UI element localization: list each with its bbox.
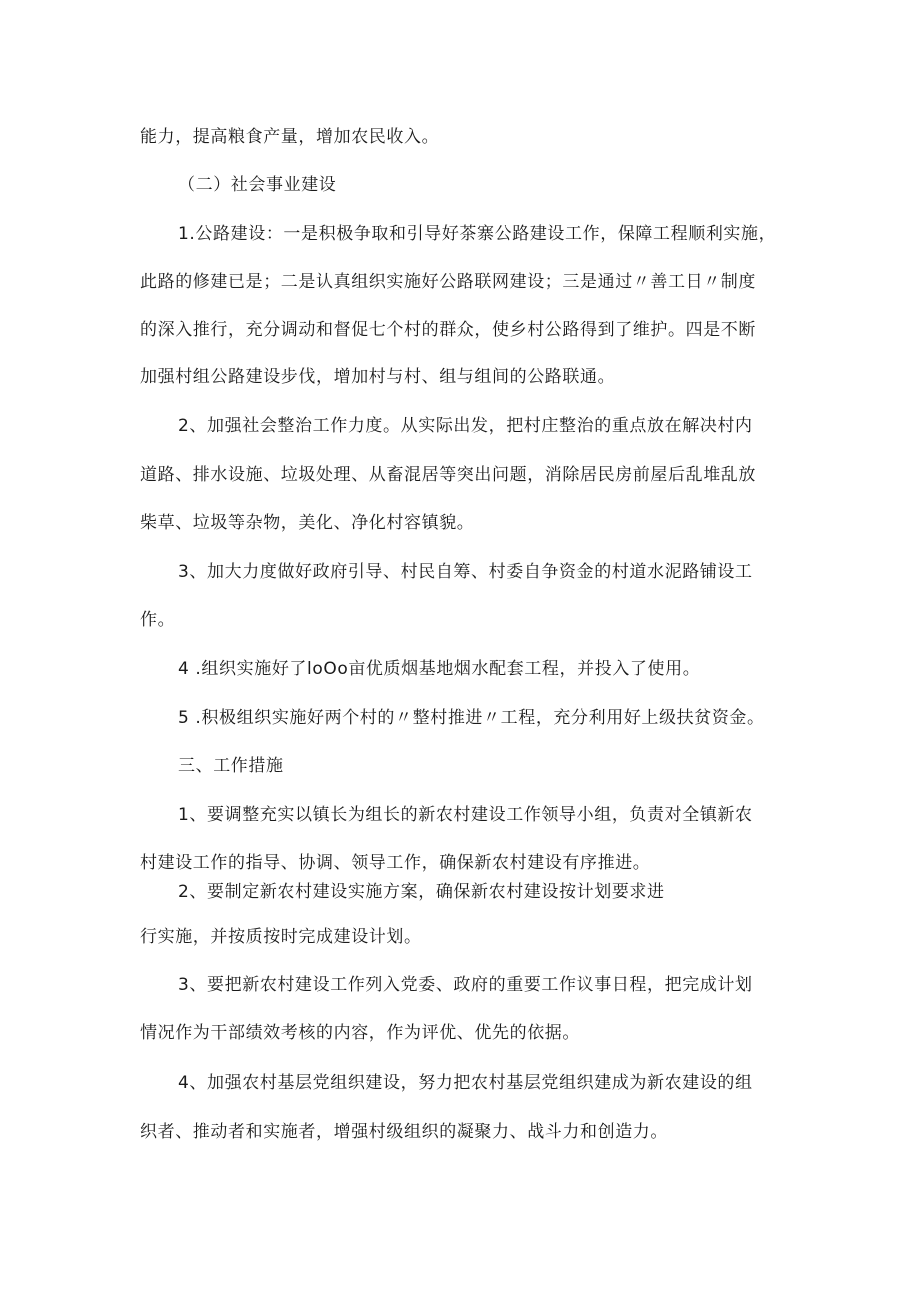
text-line: 情况作为干部绩效考核的内容，作为评优、优先的依据。: [140, 1023, 580, 1043]
section-heading: 三、工作措施: [178, 756, 284, 776]
text-line: 4、加强农村基层党组织建设，努力把农村基层党组织建成为新农建设的组: [178, 1073, 753, 1093]
text-line: 5 .积极组织实施好两个村的〃整村推进〃工程，充分利用好上级扶贫资金。: [178, 708, 765, 728]
text-line: 村建设工作的指导、协调、领导工作，确保新农村建设有序推进。: [140, 853, 651, 873]
text-line: 3、加大力度做好政府引导、村民自筹、村委自争资金的村道水泥路铺设工: [178, 562, 753, 582]
text-line: 道路、排水设施、垃圾处理、从畜混居等突出问题，消除居民房前屋后乱堆乱放: [140, 465, 756, 485]
section-heading: （二）社会事业建设: [178, 175, 337, 195]
text-line: 2、加强社会整治工作力度。从实际出发，把村庄整治的重点放在解决村内: [178, 416, 753, 436]
text-line: 3、要把新农村建设工作列入党委、政府的重要工作议事日程，把完成计划: [178, 975, 753, 995]
text-line: 的深入推行，充分调动和督促七个村的群众，使乡村公路得到了维护。四是不断: [140, 320, 756, 340]
text-line: 4 .组织实施好了loOo亩优质烟基地烟水配套工程，并投入了使用。: [178, 659, 701, 679]
text-line: 加强村组公路建设步伐，增加村与村、组与组间的公路联通。: [140, 367, 616, 387]
text-line: 1.公路建设：一是积极争取和引导好茶寨公路建设工作，保障工程顺利实施，: [178, 224, 777, 244]
text-line: 能力，提高粮食产量，增加农民收入。: [140, 127, 440, 147]
text-line: 行实施，并按质按时完成建设计划。: [140, 927, 422, 947]
text-line: 作。: [140, 610, 176, 630]
text-line: 2、要制定新农村建设实施方案，确保新农村建设按计划要求进: [178, 882, 665, 902]
text-line: 1、要调整充实以镇长为组长的新农村建设工作领导小组，负责对全镇新农: [178, 805, 753, 825]
text-line: 织者、推动者和实施者，增强村级组织的凝聚力、战斗力和创造力。: [140, 1122, 668, 1142]
text-line: 柴草、垃圾等杂物，美化、净化村容镇貌。: [140, 513, 475, 533]
text-line: 此路的修建已是；二是认真组织实施好公路联网建设；三是通过〃善工日〃制度: [140, 272, 756, 292]
